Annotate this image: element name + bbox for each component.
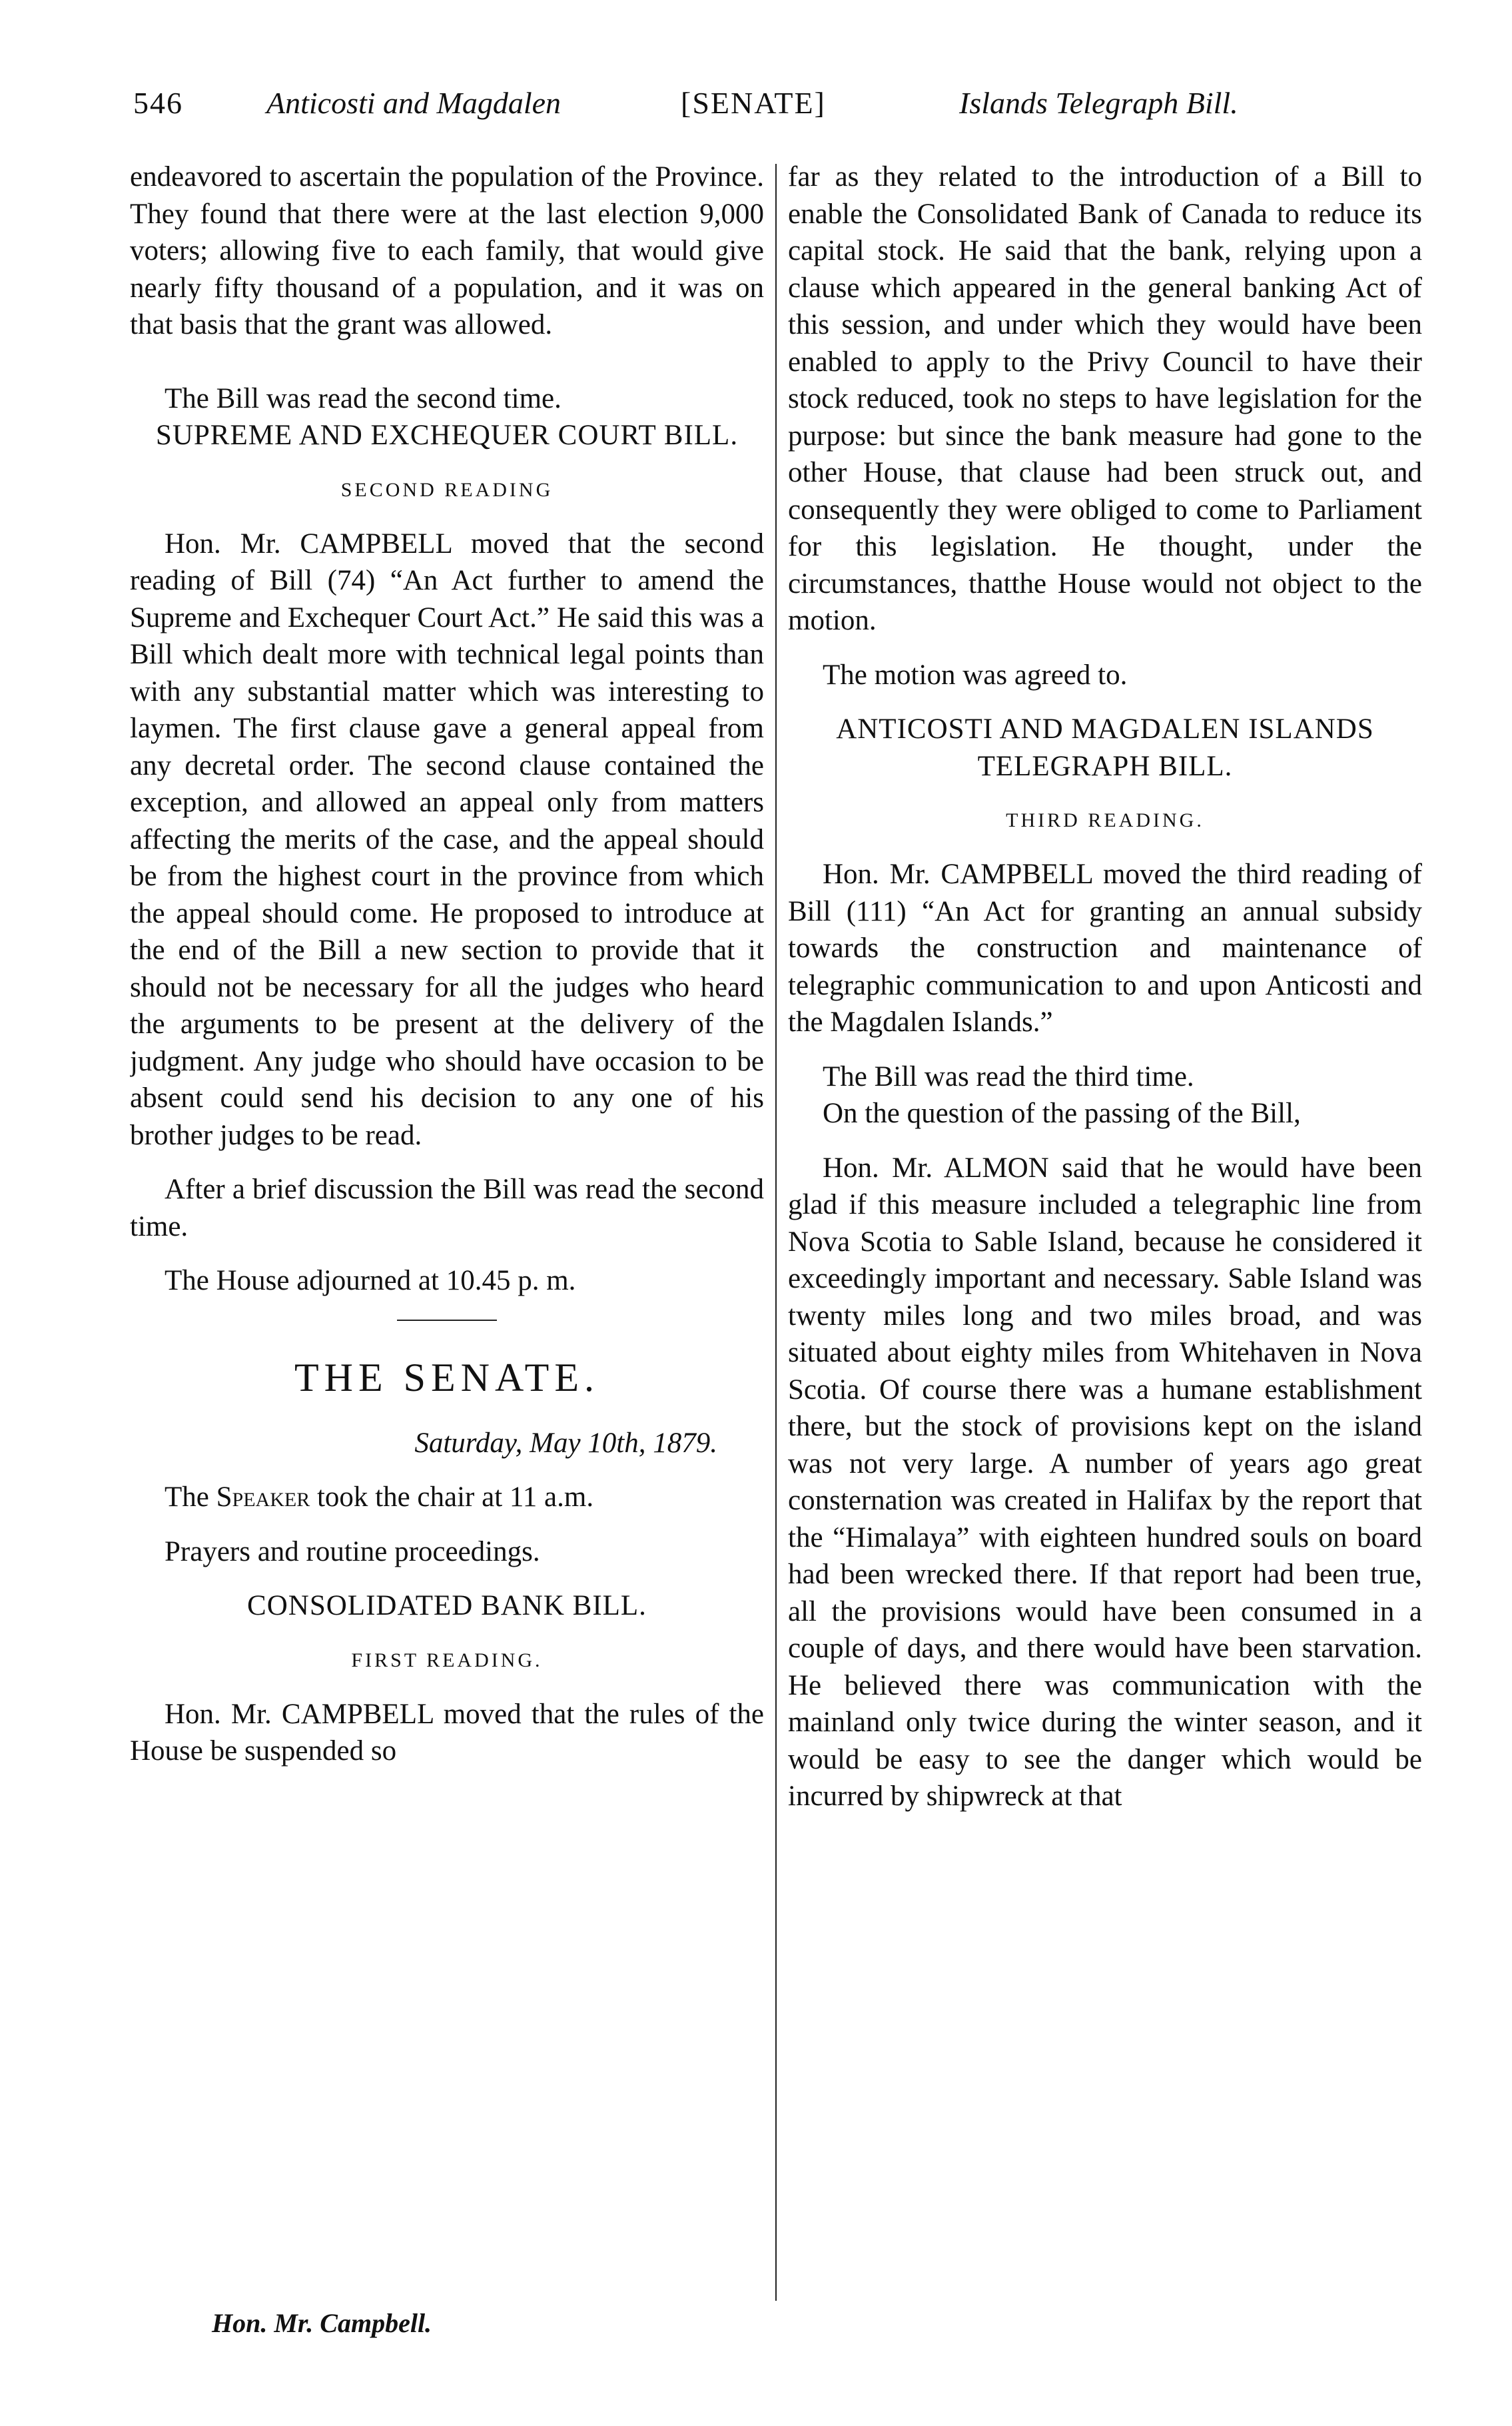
sitting-date: Saturday, May 10th, 1879. — [414, 1427, 717, 1459]
left-paragraph-6 — [130, 1479, 764, 1516]
page-number: 546 — [133, 86, 183, 120]
right-paragraph-6: Hon. Mr. ALMON said that he would have been glad if this measure included a telegraphic line from Nova Scotia to Sable Island, because he considered it exceedingly important and necessary. Sable Island was twenty miles long and two miles broad, and was situated about eighty miles from Whitehaven in Nova Scotia. Of course there was a humane establishment there, but the stock of provisions kept on the island was not very large. A number of years ago great consternation was created in Halifax by the report that the “Himalaya” with eighteen hundred souls on board had been wrecked there. If that report had been true, all the provisions would have been consumed in a couple of days, and there would have been starvation. He believed there was communication with the mainland only twice during the winter season, and it would be easy to see the danger which would be incurred by shipwreck at that — [788, 1152, 1422, 1812]
running-title-center: [SENATE] — [681, 86, 826, 120]
left-paragraph-4: After a brief discussion the Bill was read the second time. — [130, 1174, 764, 1242]
subheading-second-reading: SECOND READING — [340, 478, 554, 501]
running-title-left: Anticosti and Magdalen — [266, 86, 562, 120]
page-header — [0, 85, 1512, 132]
section-heading-consolidated-bank-bill: CONSOLIDATED BANK BILL. — [247, 1590, 647, 1621]
speaker-name: Speaker — [216, 1481, 310, 1513]
left-paragraph-3: Hon. Mr. CAMPBELL moved that the second reading of Bill (74) “An Act further to amend the Supreme and Exchequer Court Act.” He said this was a Bill which dealt more with technical legal points than with any substantial matter which was interesting to laymen. The first clause gave a general appeal from any decretal order. The second clause contained the exception, and allowed an appeal only from matters affecting the merits of the case, and the appeal should be from the highest court in the province from which the appeal should come. He proposed to introduce at the end of the Bill a new section to provide that it should not be necessary for all the judges who heard the arguments to be present at the delivery of the judgment. Any judge who should have occasion to be absent could send his decision to any one of his brother judges to be read. — [130, 528, 764, 1151]
speaker-prefix: The — [165, 1481, 216, 1513]
section-separator — [397, 1320, 497, 1321]
subheading-third-reading: THIRD READING. — [1006, 809, 1204, 831]
column-divider — [775, 164, 777, 2301]
right-paragraph-4: The Bill was read the third time. — [823, 1060, 1194, 1092]
left-paragraph-2: The Bill was read the second time. — [165, 382, 562, 414]
right-paragraph-5: On the question of the passing of the Bill, — [823, 1098, 1301, 1129]
subheading-first-reading: FIRST READING. — [351, 1649, 543, 1671]
right-column — [788, 159, 1422, 2290]
section-heading-telegraph-bill: ANTICOSTI AND MAGDALEN ISLANDS TELEGRAPH BILL. — [836, 713, 1374, 782]
left-paragraph-7: Prayers and routine proceedings. — [165, 1535, 540, 1567]
left-paragraph-5: The House adjourned at 10.45 p. m. — [165, 1265, 576, 1296]
running-foot: Hon. Mr. Campbell. — [212, 2308, 432, 2338]
section-heading-supreme-court-bill: SUPREME AND EXCHEQUER COURT BILL. — [155, 420, 739, 451]
senate-title: THE SENATE. — [294, 1355, 599, 1400]
left-paragraph-1: endeavored to ascertain the population of the Province. They found that there were at the last election 9,000 voters; allowing five to each family, that would give nearly fifty thousand of a population, and it was on that basis that the grant was allowed. — [130, 161, 764, 340]
left-paragraph-8: Hon. Mr. CAMPBELL moved that the rules of the House be suspended so — [130, 1698, 764, 1767]
speaker-rest: took the chair at 11 a.m. — [310, 1481, 594, 1513]
running-title-right: Islands Telegraph Bill. — [959, 86, 1238, 120]
left-column — [130, 159, 764, 2290]
right-paragraph-3: Hon. Mr. CAMPBELL moved the third reading of Bill (111) “An Act for granting an annual subsidy towards the construction and maintenance of telegraphic communication to and upon Anticosti and the Magdalen Islands.” — [788, 859, 1422, 1038]
right-paragraph-2: The motion was agreed to. — [823, 659, 1128, 691]
right-paragraph-1: far as they related to the introduction of a Bill to enable the Consolidated Bank of Canada to reduce its capital stock. He said that the bank, relying upon a clause which appeared in the general banking Act of this session, and under which they would have been enabled to apply to the Privy Council to have their stock reduced, took no steps to have legislation for the purpose: but since the bank measure had gone to the other House, that clause had been struck out, and consequently they were obliged to come to Parliament for this legislation. He thought, under the circumstances, thatthe House would not object to the motion. — [788, 161, 1422, 636]
